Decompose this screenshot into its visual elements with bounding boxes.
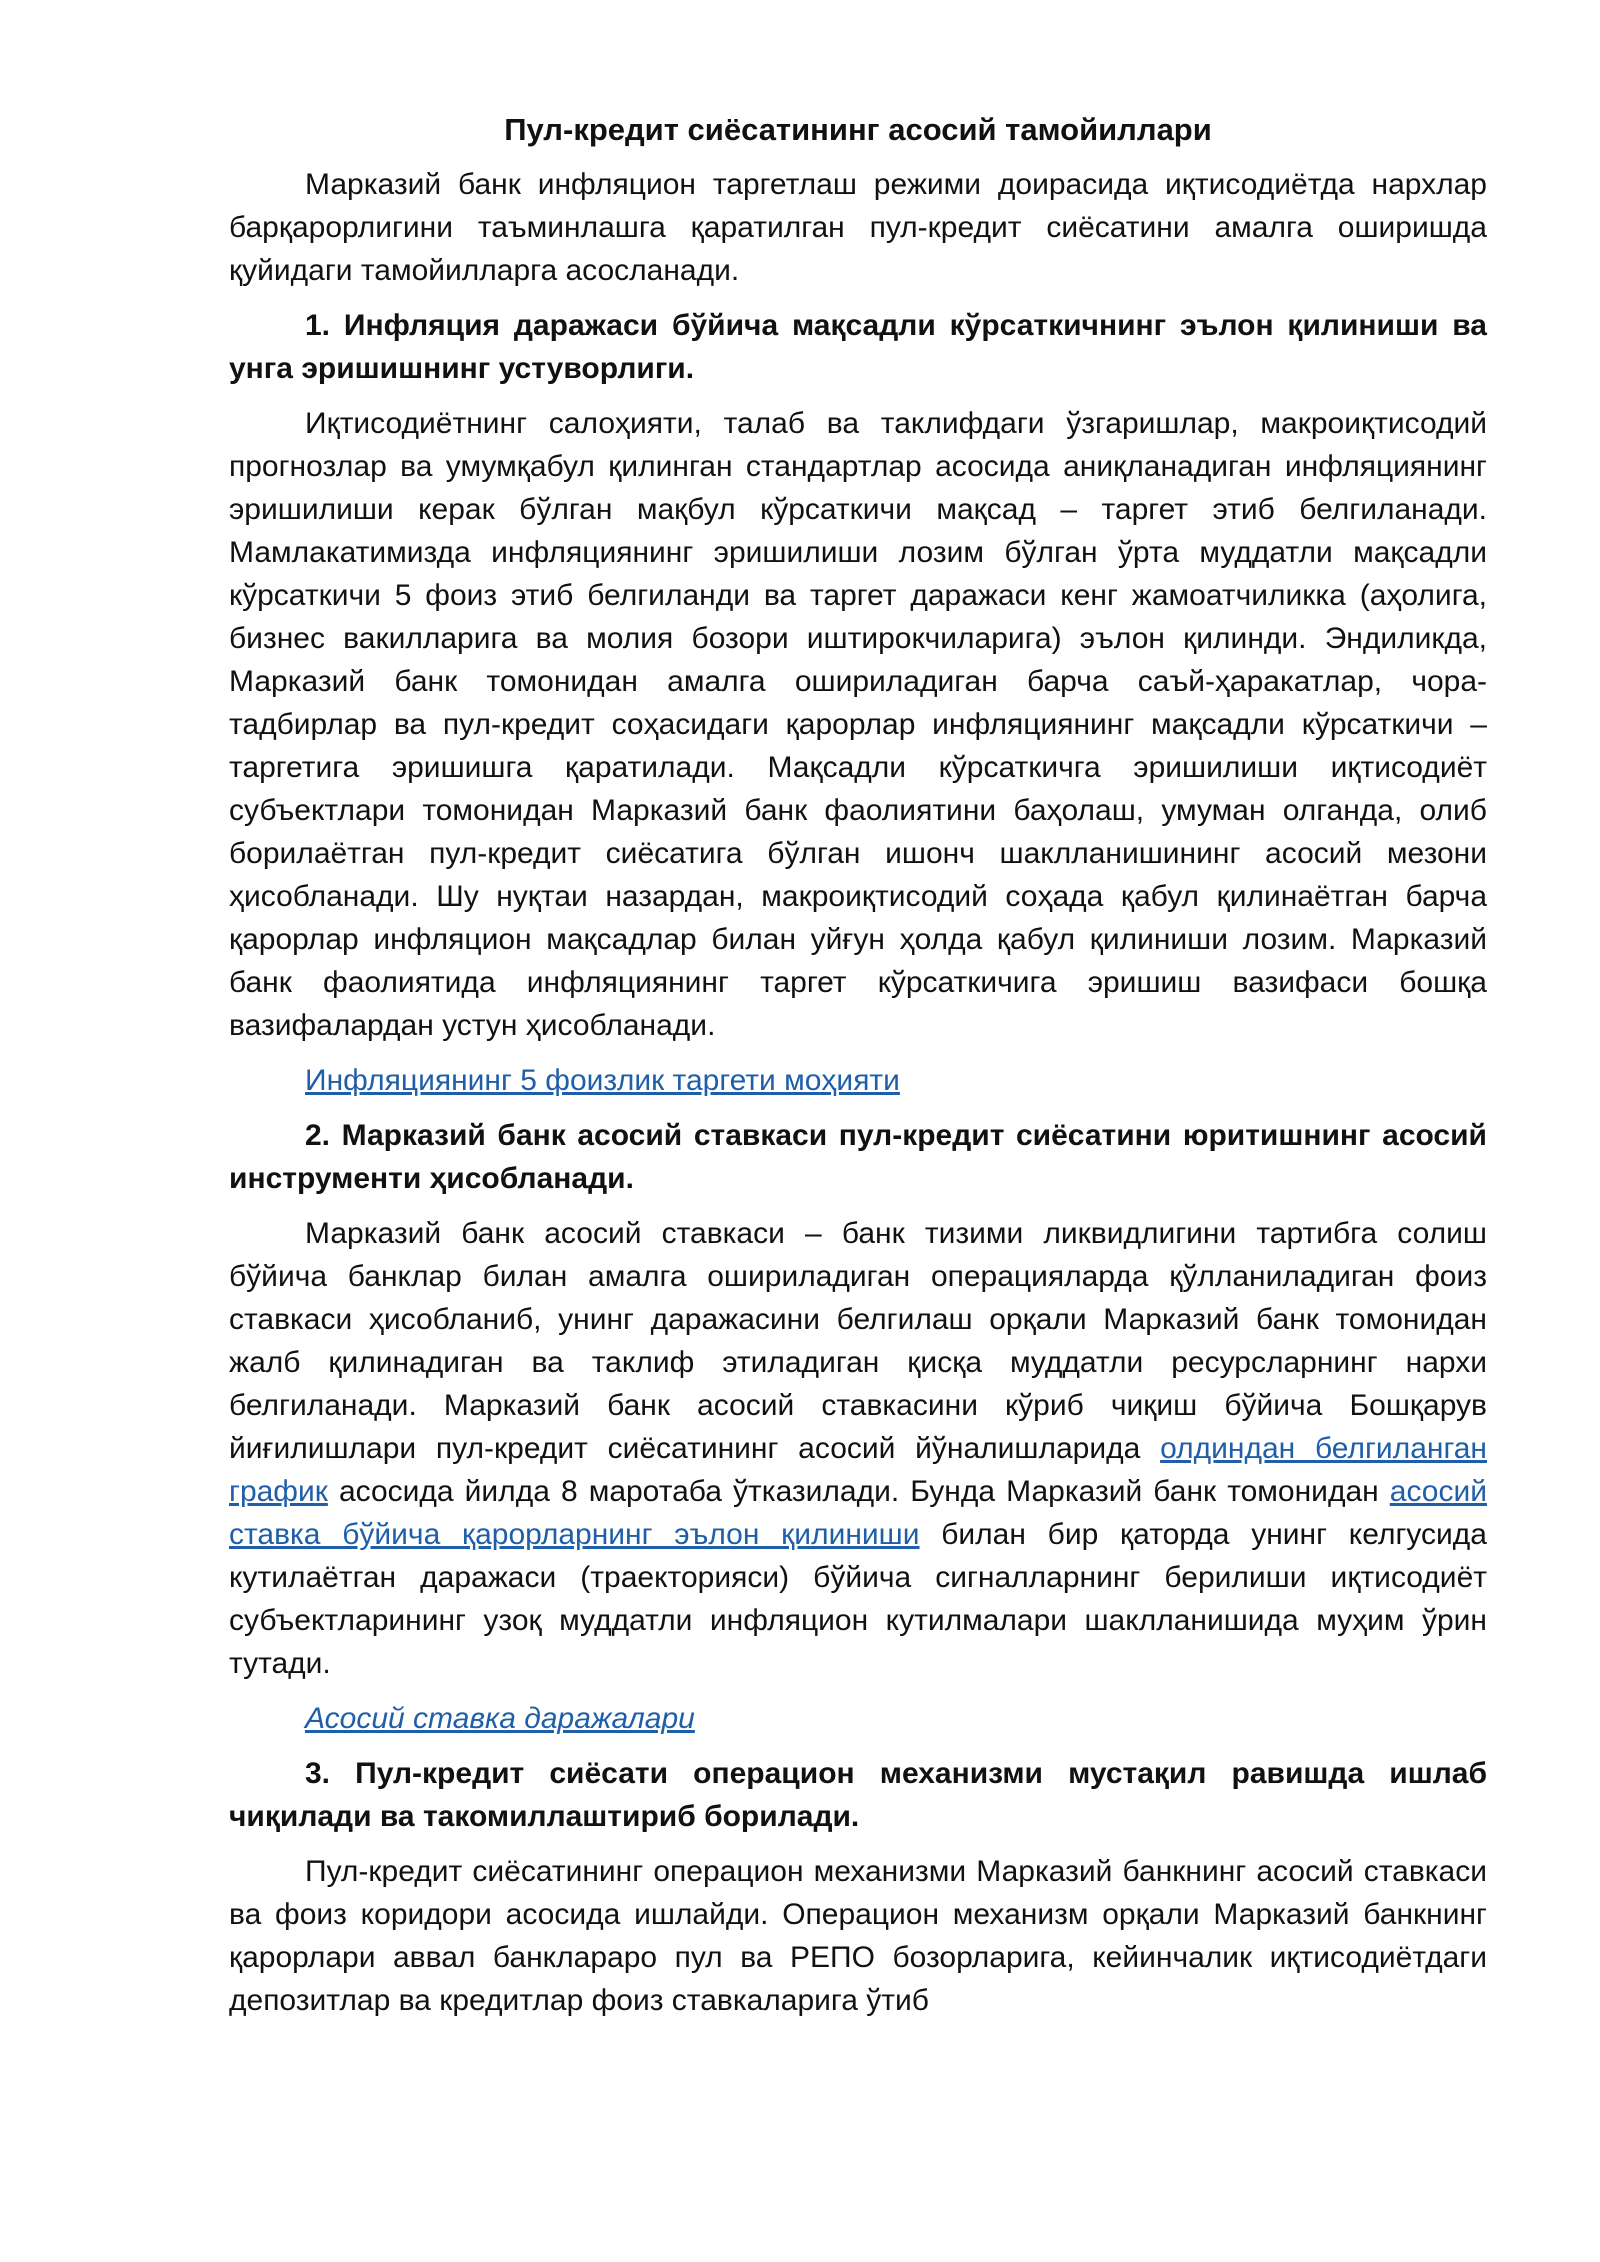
section-1-body: Иқтисодиётнинг салоҳияти, талаб ва таклифдаги ўзгаришлар, макроиқтисодий прогнозлар ва умумқабул қилинган стандартлар асосида аниқланадиган инфляциянинг эришилиши керак бўлган мақбул кўрсаткичи мақсад – таргет этиб белгиланади. Мамлакатимизда инфляциянинг эришилиши лозим бўлган ўрта муддатли мақсадли кўрсаткичи 5 фоиз этиб белгиланди ва таргет даражаси кенг жамоатчиликка (аҳолига, бизнес вакилларига ва молия бозори иштирокчиларига) эълон қилинди. Эндиликда, Марказий банк томонидан амалга ошириладиган барча саъй-ҳаракатлар, чора-тадбирлар ва пул-кредит соҳасидаги қарорлар инфляциянинг мақсадли кўрсаткичи – таргетига эришишга қаратилади. Мақсадли кўрсаткичга эришилиши иқтисодиёт субъектлари томонидан Марказий банк фаолиятини баҳолаш, умуман олганда, олиб борилаётган пул-кредит сиёсатига бўлган ишонч шаклланишининг асосий мезони ҳисобланади. Шу нуқтаи назардан, макроиқтисодий соҳада қабул қилинаётган барча қарорлар инфляцион мақсадлар билан уйғун ҳолда қабул қилиниши лозим. Марказий банк фаолиятида инфляциянинг таргет кўрсаткичига эришиш вазифаси бошқа вазифалардан устун ҳисобланади. <box>229 407 1487 1042</box>
section-1-link-line <box>305 1059 1487 1102</box>
section-3-body: Пул-кредит сиёсатининг операцион механизми Марказий банкнинг асосий ставкаси ва фоиз коридори асосида ишлайди. Операцион механизм орқали Марказий банкнинг қарорлари аввал банклараро пул ва РЕПО бозорларига, кейинчалик иқтисодиётдаги депозитлар ва кредитлар фоиз ставкаларига ўтиб <box>229 1855 1487 2017</box>
section-2-body <box>229 1212 1487 1685</box>
section-2-body-text-1: Марказий банк асосий ставкаси – банк тизими ликвидлигини тартибга солиш бўйича банклар билан амалга ошириладиган операцияларда қўлланиладиган фоиз ставкаси ҳисобланиб, унинг даражасини белгилаш орқали Марказий банк томонидан жалб қилинадиган ва таклиф этиладиган қисқа муддатли ресурсларнинг нархи белгиланади. Марказий банк асосий ставкасини кўриб чиқиш бўйича Бошқарув йиғилишлари пул-кредит сиёсатининг асосий йўналишларида <box>229 1217 1487 1465</box>
intro-paragraph: Марказий банк инфляцион таргетлаш режими доирасида иқтисодиётда нархлар барқарорлигини таъминлашга қаратилган пул-кредит сиёсатини амалга оширишда қуйидаги тамойилларга асосланади. <box>229 168 1487 287</box>
section-2-body-text-3: билан бир қаторда унинг келгусида кутилаётган даражаси (траекторияси) бўйича сигналларнинг берилиши иқтисодиёт субъектларининг узоқ муддатли инфляцион кутилмалари шаклланишида муҳим ўрин тутади. <box>229 1518 1487 1680</box>
document-page <box>229 108 1487 2034</box>
rate-decisions-link[interactable]: асосий ставка бўйича қарорларнинг эълон қилиниши <box>229 1475 1487 1551</box>
section-2-body-text-2: асосида йилда 8 маротаба ўтказилади. Бунда Марказий банк томонидан <box>327 1475 1390 1508</box>
section-1-heading: 1. Инфляция даражаси бўйича мақсадли кўрсаткичнинг эълон қилиниши ва унга эришишнинг устуворлиги. <box>229 309 1487 385</box>
document-title: Пул-кредит сиёсатининг асосий тамойиллари <box>504 112 1212 147</box>
section-2-link-line <box>305 1697 1487 1740</box>
section-2-heading: 2. Марказий банк асосий ставкаси пул-кредит сиёсатини юритишнинг асосий инструменти ҳисобланади. <box>229 1119 1487 1195</box>
schedule-link[interactable]: олдиндан белгиланган график <box>229 1432 1487 1508</box>
inflation-target-link[interactable]: Инфляциянинг 5 фоизлик таргети моҳияти <box>305 1064 900 1097</box>
section-3-heading: 3. Пул-кредит сиёсати операцион механизми мустақил равишда ишлаб чиқилади ва такомиллаштириб борилади. <box>229 1757 1487 1833</box>
policy-rate-levels-link[interactable]: Асосий ставка даражалари <box>305 1702 695 1735</box>
